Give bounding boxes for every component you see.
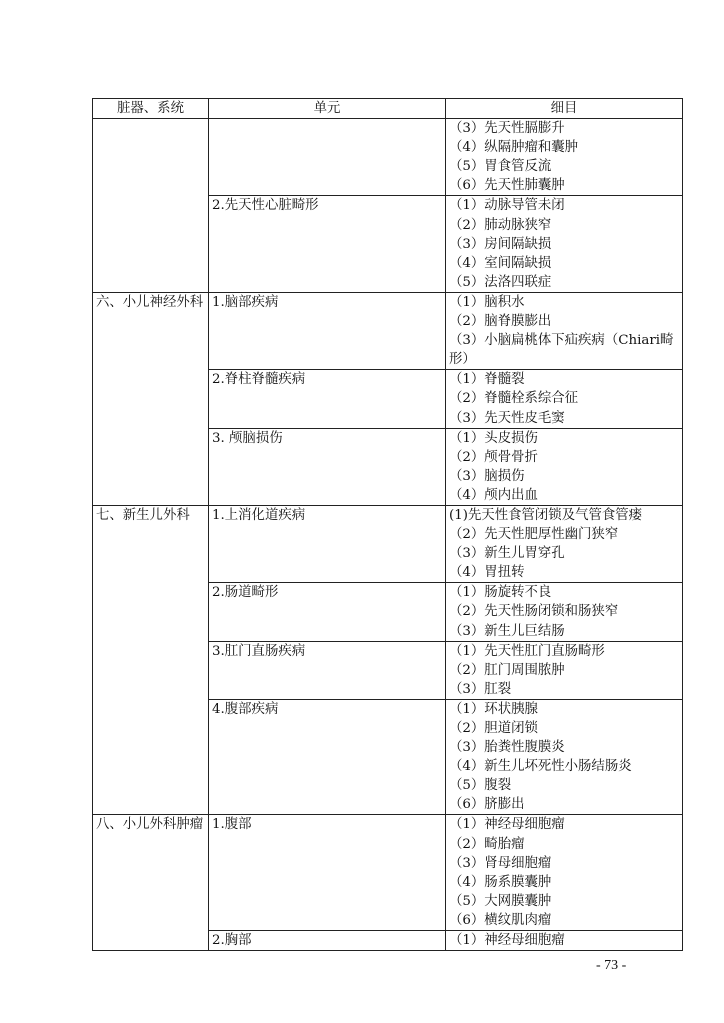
- detail-cell: [446, 931, 683, 951]
- list-item: （4）室间隔缺损: [449, 255, 552, 271]
- unit-cell: 1.脑部疾病: [209, 292, 446, 369]
- list-item: （3）脑损伤: [449, 468, 525, 484]
- list-item: （2）胆道闭锁: [449, 721, 538, 736]
- unit-cell: 4.腹部疾病: [209, 699, 446, 815]
- table-header-row: [93, 99, 683, 119]
- list-item: （1）神经母细胞瘤: [449, 933, 565, 949]
- system-cell: [93, 119, 209, 293]
- unit-cell: 2.脊柱脊髓疾病: [209, 370, 446, 428]
- list-item: （5）法洛四联症: [449, 274, 552, 290]
- system-cell: 八、小儿外科肿瘤: [93, 815, 209, 951]
- table-row: [93, 119, 683, 196]
- list-item: （2）脊髓栓系综合征: [449, 391, 579, 407]
- page-number: - 73 -: [596, 958, 627, 973]
- syllabus-table: [92, 98, 683, 951]
- detail-cell: [446, 505, 683, 582]
- list-item: （3）小脑扁桃体下疝疾病（Chiari畸形）: [449, 333, 674, 368]
- list-item: （2）肛门周围脓肿: [449, 662, 565, 678]
- header-system: 脏器、系统: [93, 99, 209, 119]
- list-item: （3）先天性皮毛窦: [449, 410, 565, 426]
- unit-cell: 2.先天性心脏畸形: [209, 196, 446, 292]
- list-item: （6）先天性肺囊肿: [449, 178, 565, 194]
- detail-cell: [446, 641, 683, 699]
- list-item: （6）横纹肌肉瘤: [449, 912, 552, 928]
- system-cell: 七、新生儿外科: [93, 505, 209, 815]
- list-item: （5）腹裂: [449, 778, 512, 794]
- header-unit: 单元: [209, 99, 446, 119]
- detail-cell: [446, 815, 683, 931]
- list-item: （3）房间隔缺损: [449, 236, 552, 252]
- detail-cell: [446, 428, 683, 505]
- list-item: （3）先天性膈膨升: [449, 121, 565, 137]
- unit-cell: 3. 颅脑损伤: [209, 428, 446, 505]
- detail-cell: [446, 699, 683, 815]
- system-cell: 六、小儿神经外科: [93, 292, 209, 505]
- list-item: （1）神经母细胞瘤: [449, 817, 565, 833]
- list-item: （5）大网膜囊肿: [449, 893, 552, 909]
- unit-cell: 2.肠道畸形: [209, 583, 446, 641]
- list-item: （5）胃食管反流: [449, 159, 552, 175]
- unit-cell: 3.肛门直肠疾病: [209, 641, 446, 699]
- list-item: （1）动脉导管未闭: [449, 198, 565, 214]
- list-item: （6）脐膨出: [449, 797, 525, 813]
- table-row: [93, 815, 683, 931]
- list-item: （4）颅内出血: [449, 487, 538, 503]
- detail-cell: [446, 119, 683, 196]
- list-item: （1）脊髓裂: [449, 372, 525, 388]
- list-item: （1）脑积水: [449, 294, 525, 310]
- list-item: （3）新生儿胃穿孔: [449, 546, 565, 562]
- list-item: （3）新生儿巨结肠: [449, 623, 565, 639]
- unit-cell: 1.腹部: [209, 815, 446, 931]
- list-item: （4）胃扭转: [449, 565, 525, 581]
- table-row: [93, 292, 683, 369]
- list-item: （1）环状胰腺: [449, 701, 538, 717]
- list-item: （4）肠系膜囊肿: [449, 874, 552, 890]
- list-item: （2）先天性肠闭锁和肠狭窄: [449, 604, 619, 620]
- list-item: （1）肠旋转不良: [449, 585, 552, 601]
- detail-cell: [446, 370, 683, 428]
- list-item: （3）胎粪性腹膜炎: [449, 740, 565, 756]
- list-item: （2）畸胎瘤: [449, 836, 525, 852]
- list-item: （1）头皮损伤: [449, 430, 538, 446]
- list-item: (1)先天性食管闭锁及气管食管瘘: [449, 507, 643, 523]
- header-detail: 细目: [446, 99, 683, 119]
- unit-cell: 2.胸部: [209, 931, 446, 951]
- detail-cell: [446, 583, 683, 641]
- list-item: （3）肛裂: [449, 681, 512, 697]
- list-item: （4）纵隔肿瘤和囊肿: [449, 140, 579, 156]
- list-item: （3）肾母细胞瘤: [449, 855, 552, 871]
- unit-cell: 1.上消化道疾病: [209, 505, 446, 582]
- unit-cell: [209, 119, 446, 196]
- list-item: （2）脑脊膜膨出: [449, 314, 552, 330]
- table-row: [93, 505, 683, 582]
- detail-cell: [446, 196, 683, 292]
- list-item: （4）新生儿坏死性小肠结肠炎: [449, 759, 632, 775]
- list-item: （2）颅骨骨折: [449, 449, 538, 465]
- detail-cell: [446, 292, 683, 369]
- list-item: （2）肺动脉狭窄: [449, 217, 552, 233]
- list-item: （2）先天性肥厚性幽门狭窄: [449, 527, 619, 543]
- list-item: （1）先天性肛门直肠畸形: [449, 643, 605, 659]
